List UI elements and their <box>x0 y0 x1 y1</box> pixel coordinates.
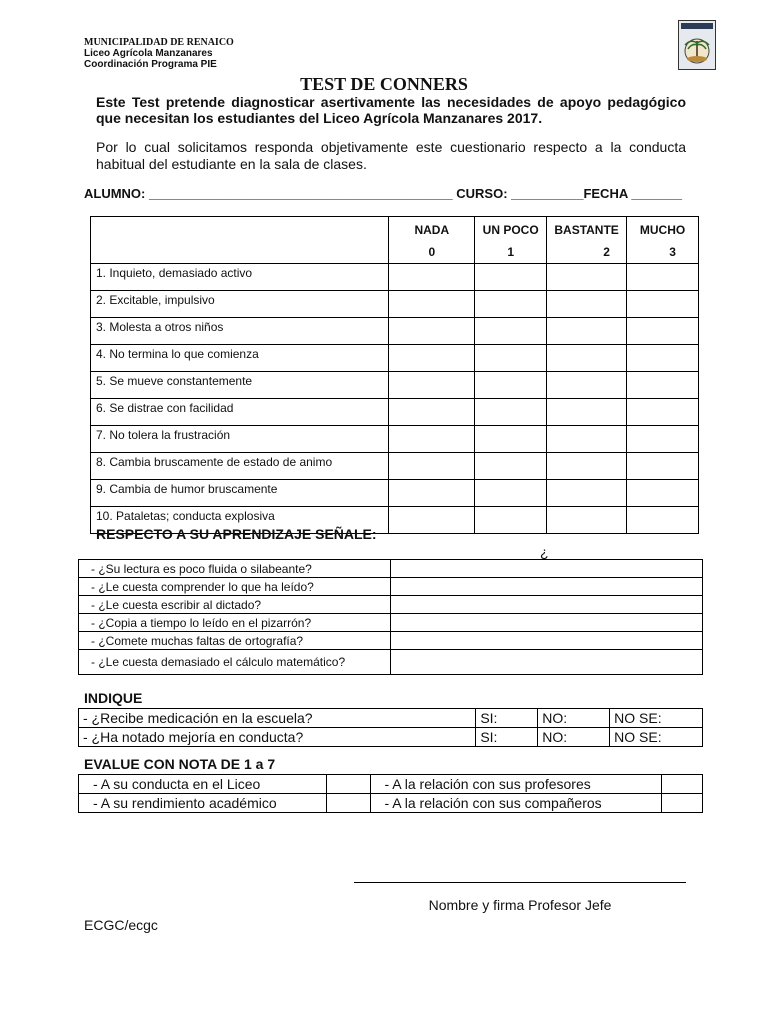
answer-cell[interactable] <box>547 345 627 372</box>
answer-no[interactable]: NO: <box>538 709 610 728</box>
answer-cell[interactable] <box>547 264 627 291</box>
conduct-item-label: 6. Se distrae con facilidad <box>91 399 389 426</box>
table-row <box>91 318 699 345</box>
learning-section-title: RESPECTO A SU APRENDIZAJE SEÑALE: <box>96 526 377 542</box>
answer-cell[interactable] <box>547 426 627 453</box>
footer-initials: ECGC/ecgc <box>84 917 158 933</box>
empty-header-cell <box>91 217 389 264</box>
answer-cell[interactable] <box>627 399 699 426</box>
indique-table <box>78 708 703 747</box>
answer-cell[interactable] <box>627 507 699 534</box>
learning-item-label: - ¿Le cuesta comprender lo que ha leído? <box>79 578 391 596</box>
answer-cell[interactable] <box>389 453 475 480</box>
table-row <box>79 650 703 675</box>
answer-cell[interactable] <box>547 399 627 426</box>
table-row <box>91 426 699 453</box>
conduct-item-label: 5. Se mueve constantemente <box>91 372 389 399</box>
grade-cell[interactable] <box>662 794 703 813</box>
answer-cell[interactable] <box>390 650 702 675</box>
column-bastante <box>547 217 627 264</box>
instructions-paragraph: Por lo cual solicitamos responda objetivamente este cuestionario respecto a la conducta habitual del estudiante en la sala de clases. <box>96 139 686 172</box>
answer-cell[interactable] <box>475 426 547 453</box>
answer-no-se[interactable]: NO SE: <box>610 709 703 728</box>
answer-no-se[interactable]: NO SE: <box>610 728 703 747</box>
answer-cell[interactable] <box>389 291 475 318</box>
answer-cell[interactable] <box>389 318 475 345</box>
learning-item-label: - ¿Le cuesta escribir al dictado? <box>79 596 391 614</box>
indique-section-title: INDIQUE <box>84 690 143 706</box>
program-name: Coordinación Programa PIE <box>84 59 217 70</box>
conduct-item-label: 7. No tolera la frustración <box>91 426 389 453</box>
answer-cell[interactable] <box>547 480 627 507</box>
school-logo <box>678 20 716 70</box>
indique-question: - ¿Ha notado mejoría en conducta? <box>79 728 476 747</box>
answer-cell[interactable] <box>475 480 547 507</box>
answer-cell[interactable] <box>475 345 547 372</box>
answer-cell[interactable] <box>389 345 475 372</box>
answer-cell[interactable] <box>389 264 475 291</box>
grade-cell[interactable] <box>326 794 370 813</box>
answer-cell[interactable] <box>627 318 699 345</box>
answer-cell[interactable] <box>627 372 699 399</box>
answer-cell[interactable] <box>389 426 475 453</box>
answer-cell[interactable] <box>627 453 699 480</box>
answer-cell[interactable] <box>389 399 475 426</box>
evalue-section-title: EVALUE CON NOTA DE 1 a 7 <box>84 756 276 772</box>
answer-cell[interactable] <box>627 480 699 507</box>
column-label: NADA <box>414 223 450 237</box>
answer-cell[interactable] <box>627 345 699 372</box>
table-row <box>79 728 703 747</box>
learning-item-label: - ¿Comete muchas faltas de ortografía? <box>79 632 391 650</box>
table-row <box>91 480 699 507</box>
conduct-item-label: 8. Cambia bruscamente de estado de animo <box>91 453 389 480</box>
answer-cell[interactable] <box>390 614 702 632</box>
learning-item-label: - ¿Le cuesta demasiado el cálculo matemático? <box>79 650 391 675</box>
column-value: 0 <box>428 245 436 259</box>
table-row <box>91 372 699 399</box>
answer-cell[interactable] <box>627 264 699 291</box>
answer-no[interactable]: NO: <box>538 728 610 747</box>
answer-cell[interactable] <box>475 318 547 345</box>
answer-si[interactable]: SI: <box>476 728 538 747</box>
table-row <box>79 560 703 578</box>
municipality-header: MUNICIPALIDAD DE RENAICO <box>84 37 234 48</box>
conduct-item-label: 10. Pataletas; conducta explosiva <box>91 507 389 534</box>
answer-cell[interactable] <box>389 480 475 507</box>
learning-item-label: - ¿Copia a tiempo lo leído en el pizarrón? <box>79 614 391 632</box>
table-row <box>79 709 703 728</box>
student-info-line: ALUMNO: __________________________________________ CURSO: __________FECHA _______ <box>84 186 682 201</box>
answer-cell[interactable] <box>547 507 627 534</box>
table-row <box>79 578 703 596</box>
table-row <box>79 775 703 794</box>
evalue-table <box>78 774 703 813</box>
answer-cell[interactable] <box>475 507 547 534</box>
signature-line <box>354 882 686 883</box>
stray-mark: ¿ <box>540 544 549 560</box>
answer-cell[interactable] <box>475 399 547 426</box>
evalue-item-label: - A su rendimiento académico <box>79 794 327 813</box>
evalue-item-label: - A la relación con sus compañeros <box>370 794 662 813</box>
answer-si[interactable]: SI: <box>476 709 538 728</box>
grade-cell[interactable] <box>662 775 703 794</box>
conduct-header-row <box>91 217 699 264</box>
table-row <box>79 794 703 813</box>
grade-cell[interactable] <box>326 775 370 794</box>
answer-cell[interactable] <box>627 426 699 453</box>
answer-cell[interactable] <box>627 291 699 318</box>
conduct-item-label: 3. Molesta a otros niños <box>91 318 389 345</box>
learning-item-label: - ¿Su lectura es poco fluida o silabeante? <box>79 560 391 578</box>
answer-cell[interactable] <box>547 372 627 399</box>
answer-cell[interactable] <box>475 291 547 318</box>
evalue-item-label: - A la relación con sus profesores <box>370 775 662 794</box>
conduct-item-label: 1. Inquieto, demasiado activo <box>91 264 389 291</box>
column-nada <box>389 217 475 264</box>
answer-cell[interactable] <box>389 372 475 399</box>
column-label: MUCHO <box>639 223 686 237</box>
school-name: Liceo Agrícola Manzanares <box>84 48 213 59</box>
table-row <box>91 291 699 318</box>
answer-cell[interactable] <box>547 291 627 318</box>
column-label: BASTANTE <box>554 223 619 237</box>
conduct-item-label: 2. Excitable, impulsivo <box>91 291 389 318</box>
page-title: TEST DE CONNERS <box>300 74 468 94</box>
answer-cell[interactable] <box>390 578 702 596</box>
conduct-item-label: 9. Cambia de humor bruscamente <box>91 480 389 507</box>
table-row <box>79 632 703 650</box>
answer-cell[interactable] <box>390 632 702 650</box>
conduct-item-label: 4. No termina lo que comienza <box>91 345 389 372</box>
table-row <box>91 399 699 426</box>
column-value: 3 <box>669 245 676 259</box>
evalue-item-label: - A su conducta en el Liceo <box>79 775 327 794</box>
answer-cell[interactable] <box>475 453 547 480</box>
table-row <box>91 345 699 372</box>
answer-cell[interactable] <box>389 507 475 534</box>
column-value: 2 <box>603 245 610 259</box>
answer-cell[interactable] <box>547 453 627 480</box>
table-row <box>91 264 699 291</box>
indique-question: - ¿Recibe medicación en la escuela? <box>79 709 476 728</box>
answer-cell[interactable] <box>390 560 702 578</box>
intro-paragraph: Este Test pretende diagnosticar asertivamente las necesidades de apoyo pedagógico que necesitan los estudiantes del Liceo Agrícola Manzanares 2017. <box>96 94 686 126</box>
answer-cell[interactable] <box>475 372 547 399</box>
table-row <box>79 596 703 614</box>
conduct-table <box>90 216 699 534</box>
column-mucho <box>627 217 699 264</box>
answer-cell[interactable] <box>547 318 627 345</box>
answer-cell[interactable] <box>390 596 702 614</box>
table-row <box>79 614 703 632</box>
column-un-poco <box>475 217 547 264</box>
learning-table <box>78 559 703 675</box>
table-row <box>91 453 699 480</box>
column-value: 1 <box>507 245 514 259</box>
answer-cell[interactable] <box>475 264 547 291</box>
signature-caption: Nombre y firma Profesor Jefe <box>428 897 612 913</box>
column-label: UN POCO <box>482 223 539 237</box>
